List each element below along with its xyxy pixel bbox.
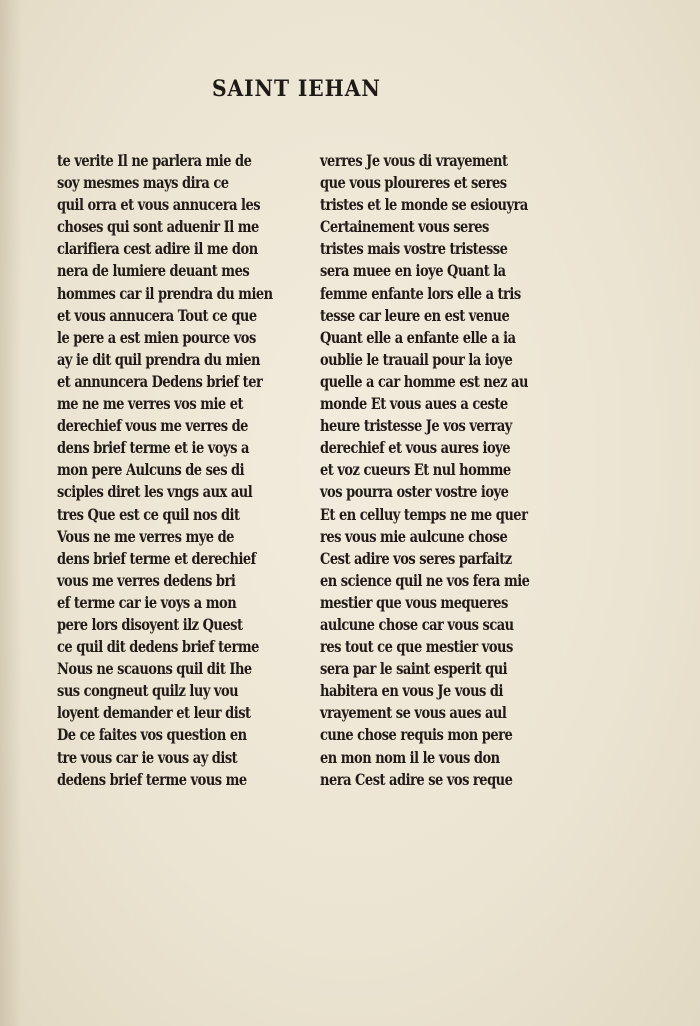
text-line: soy mesmes mays dira ce — [57, 173, 229, 193]
text-line: cune chose requis mon pere — [320, 725, 513, 745]
text-line: vos pourra oster vostre ioye — [320, 482, 509, 502]
text-line: dens brief terme et derechief — [57, 548, 256, 568]
text-line: le pere a est mien pource vos — [57, 327, 256, 347]
text-line: aulcune chose car vous scau — [320, 614, 514, 634]
text-line: clarifiera cest adire il me don — [57, 239, 258, 259]
text-line: tristes et le monde se esiouyra — [320, 195, 528, 215]
text-line: derechief vous me verres de — [57, 416, 248, 436]
text-line: habitera en vous Je vous di — [320, 681, 503, 701]
text-line: hommes car il prendra du mien — [57, 283, 273, 303]
text-line: et vous annucera Tout ce que — [57, 305, 257, 325]
text-line: en science quil ne vos fera mie — [320, 570, 530, 590]
text-line: choses qui sont aduenir Il me — [57, 217, 259, 237]
text-line: pere lors disoyent ilz Quest — [57, 614, 243, 634]
text-line: tesse car leure en est venue — [320, 305, 510, 325]
text-line: tre vous car ie vous ay dist — [57, 747, 238, 767]
text-line: ce quil dit dedens brief terme — [57, 637, 259, 657]
text-line: sus congneut quilz luy vou — [57, 681, 239, 701]
text-line: dens brief terme et ie voys a — [57, 438, 249, 458]
text-line: dedens brief terme vous me — [57, 769, 247, 789]
text-line: De ce faites vos question en — [57, 725, 247, 745]
text-line: et annuncera Dedens brief ter — [57, 371, 263, 391]
text-line: me ne me verres vos mie et — [57, 394, 244, 414]
text-line: Certainement vous seres — [320, 217, 489, 237]
text-line: sera par le saint esperit qui — [320, 659, 508, 679]
text-line: verres Je vous di vrayement — [320, 151, 508, 170]
running-head: SAINT IEHAN — [212, 76, 381, 102]
text-line: que vous ploureres et seres — [320, 173, 507, 193]
text-line: mestier que vous mequeres — [320, 592, 508, 612]
text-line: vous me verres dedens bri — [57, 570, 236, 590]
left-text-column — [57, 150, 277, 791]
text-line: monde Et vous aues a ceste — [320, 394, 508, 414]
text-line: femme enfante lors elle a tris — [320, 283, 521, 303]
text-line: nera Cest adire se vos reque — [320, 769, 513, 789]
text-line: quelle a car homme est nez au — [320, 371, 528, 391]
text-line: Nous ne scauons quil dit Ihe — [57, 659, 252, 679]
text-line: quil orra et vous annucera les — [57, 195, 261, 215]
text-line: heure tristesse Je vos verray — [320, 416, 512, 436]
gutter-shadow — [0, 0, 22, 1026]
text-line: tres Que est ce quil nos dit — [57, 504, 240, 524]
text-line: Cest adire vos seres parfaitz — [320, 548, 512, 568]
text-line: en mon nom il le vous don — [320, 747, 500, 767]
right-text-column — [320, 150, 540, 791]
text-line: res tout ce que mestier vous — [320, 637, 513, 657]
text-line: nera de lumiere deuant mes — [57, 261, 250, 281]
text-line: ef terme car ie voys a mon — [57, 592, 237, 612]
text-line: te verite Il ne parlera mie de — [57, 151, 252, 170]
text-line: et voz cueurs Et nul homme — [320, 460, 511, 480]
text-line: oublie le trauail pour la ioye — [320, 349, 513, 369]
text-line: mon pere Aulcuns de ses di — [57, 460, 245, 480]
text-line: loyent demander et leur dist — [57, 703, 251, 723]
text-line: Vous ne me verres mye de — [57, 526, 234, 546]
text-line: derechief et vous aures ioye — [320, 438, 510, 458]
text-line: Quant elle a enfante elle a ia — [320, 327, 516, 347]
text-line: ay ie dit quil prendra du mien — [57, 349, 260, 369]
text-line: vrayement se vous aues aul — [320, 703, 507, 723]
text-line: Et en celluy temps ne me quer — [320, 504, 528, 524]
text-line: res vous mie aulcune chose — [320, 526, 508, 546]
text-line: tristes mais vostre tristesse — [320, 239, 508, 259]
text-line: sera muee en ioye Quant la — [320, 261, 506, 281]
text-line: sciples diret les vngs aux aul — [57, 482, 253, 502]
